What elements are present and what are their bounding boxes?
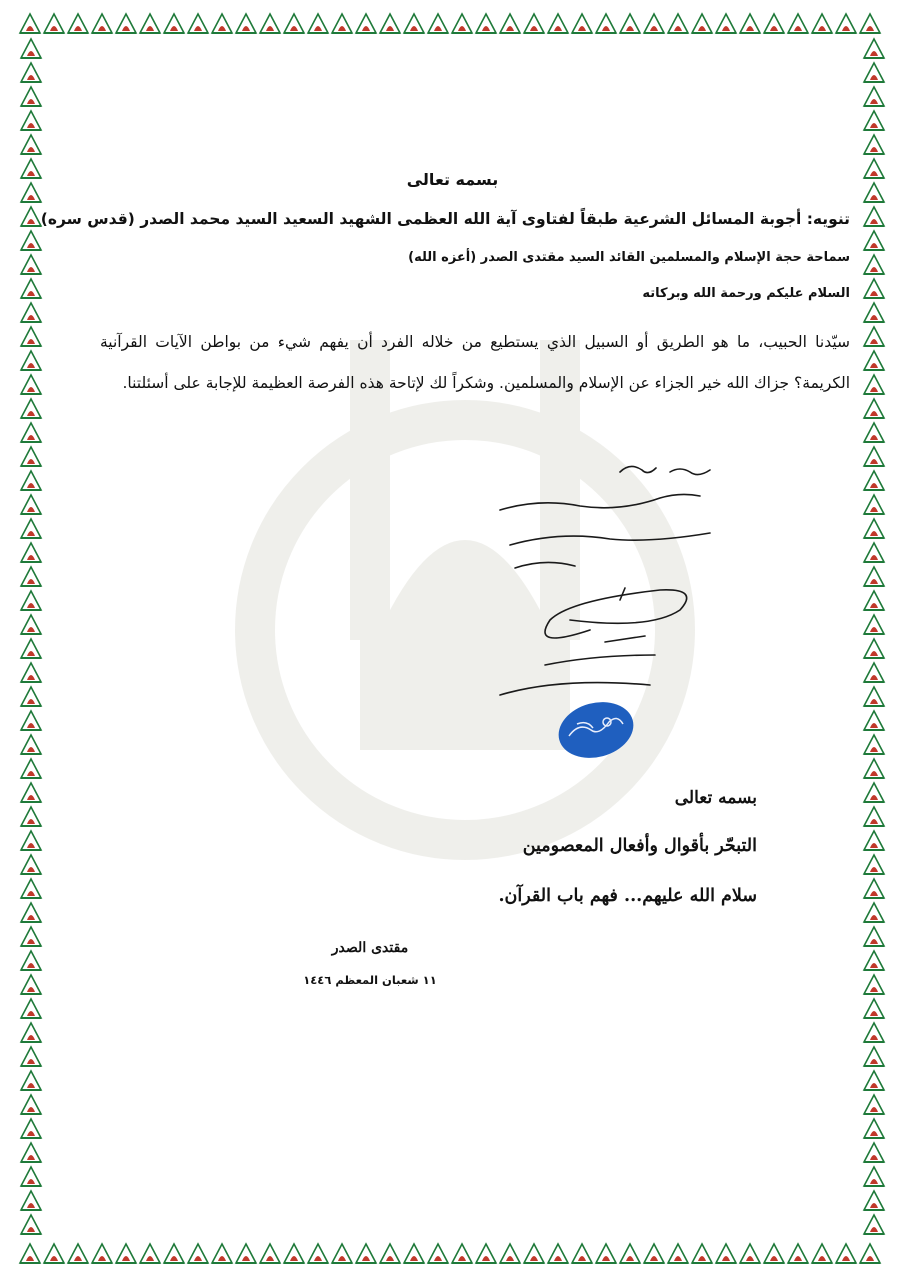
border-motif bbox=[21, 735, 41, 755]
border-motif bbox=[68, 14, 88, 34]
notice-heading: تنويه: أجوبة المسائل الشرعية طبقاً لفتاوى آية الله العظمى الشهيد السعيد السيد محمد الصدر (قدس سره) bbox=[40, 210, 850, 228]
border-motif bbox=[380, 1244, 400, 1264]
border-motif bbox=[452, 14, 472, 34]
border-motif bbox=[864, 495, 884, 515]
border-motif bbox=[864, 303, 884, 323]
border-motif bbox=[864, 975, 884, 995]
border-motif bbox=[284, 1244, 304, 1264]
border-motif bbox=[21, 903, 41, 923]
border-motif bbox=[21, 1023, 41, 1043]
border-motif bbox=[92, 1244, 112, 1264]
border-motif bbox=[864, 279, 884, 299]
border-motif bbox=[212, 1244, 232, 1264]
ornamental-border-bottom bbox=[18, 1240, 887, 1266]
border-motif bbox=[864, 543, 884, 563]
border-motif bbox=[812, 1244, 832, 1264]
border-motif bbox=[308, 14, 328, 34]
border-motif bbox=[864, 855, 884, 875]
border-motif bbox=[21, 231, 41, 251]
border-motif bbox=[21, 135, 41, 155]
handwritten-answer bbox=[440, 420, 740, 720]
border-motif bbox=[140, 14, 160, 34]
border-motif bbox=[21, 1095, 41, 1115]
border-motif bbox=[864, 327, 884, 347]
border-motif bbox=[380, 14, 400, 34]
border-motif bbox=[21, 183, 41, 203]
border-motif bbox=[308, 1244, 328, 1264]
border-motif bbox=[572, 14, 592, 34]
border-motif bbox=[864, 879, 884, 899]
border-motif bbox=[864, 999, 884, 1019]
border-motif bbox=[864, 1023, 884, 1043]
border-motif bbox=[864, 1071, 884, 1091]
border-motif bbox=[864, 1095, 884, 1115]
border-motif bbox=[452, 1244, 472, 1264]
border-motif bbox=[864, 447, 884, 467]
border-motif bbox=[140, 1244, 160, 1264]
border-motif bbox=[21, 1047, 41, 1067]
border-motif bbox=[21, 1215, 41, 1235]
border-motif bbox=[21, 207, 41, 227]
signature-name: مقتدى الصدر bbox=[331, 940, 409, 956]
border-motif bbox=[21, 879, 41, 899]
border-motif bbox=[716, 14, 736, 34]
border-motif bbox=[476, 14, 496, 34]
border-motif bbox=[864, 591, 884, 611]
border-motif bbox=[21, 615, 41, 635]
border-motif bbox=[260, 14, 280, 34]
ornamental-border-top bbox=[18, 10, 887, 36]
border-motif bbox=[21, 975, 41, 995]
border-motif bbox=[864, 255, 884, 275]
border-motif bbox=[21, 1167, 41, 1187]
border-motif bbox=[864, 783, 884, 803]
border-motif bbox=[864, 423, 884, 443]
border-motif bbox=[764, 14, 784, 34]
border-motif bbox=[864, 63, 884, 83]
border-motif bbox=[21, 1191, 41, 1211]
border-motif bbox=[44, 14, 64, 34]
border-motif bbox=[644, 14, 664, 34]
border-motif bbox=[864, 231, 884, 251]
border-motif bbox=[860, 14, 880, 34]
border-motif bbox=[692, 14, 712, 34]
border-motif bbox=[864, 711, 884, 731]
border-motif bbox=[260, 1244, 280, 1264]
border-motif bbox=[836, 14, 856, 34]
border-motif bbox=[21, 783, 41, 803]
border-motif bbox=[21, 159, 41, 179]
border-motif bbox=[788, 14, 808, 34]
border-motif bbox=[812, 14, 832, 34]
border-motif bbox=[21, 591, 41, 611]
border-motif bbox=[21, 927, 41, 947]
border-motif bbox=[21, 39, 41, 59]
border-motif bbox=[21, 471, 41, 491]
border-motif bbox=[332, 1244, 352, 1264]
border-motif bbox=[620, 1244, 640, 1264]
border-motif bbox=[21, 807, 41, 827]
signature-date: ١١ شعبان المعظم ١٤٤٦ bbox=[303, 973, 437, 987]
border-motif bbox=[864, 639, 884, 659]
seal-stamp bbox=[555, 700, 637, 760]
border-motif bbox=[332, 14, 352, 34]
border-motif bbox=[21, 543, 41, 563]
border-motif bbox=[404, 1244, 424, 1264]
border-motif bbox=[668, 14, 688, 34]
answer-basmala: بسمه تعالى bbox=[674, 788, 757, 808]
border-motif bbox=[864, 831, 884, 851]
border-motif bbox=[21, 855, 41, 875]
border-motif bbox=[548, 14, 568, 34]
border-motif bbox=[548, 1244, 568, 1264]
border-motif bbox=[20, 1244, 40, 1264]
border-motif bbox=[864, 1215, 884, 1235]
border-motif bbox=[864, 159, 884, 179]
border-motif bbox=[20, 14, 40, 34]
border-motif bbox=[428, 1244, 448, 1264]
border-motif bbox=[404, 14, 424, 34]
border-motif bbox=[92, 14, 112, 34]
border-motif bbox=[212, 14, 232, 34]
greeting-line: السلام عليكم ورحمة الله وبركاته bbox=[642, 286, 850, 301]
border-motif bbox=[864, 759, 884, 779]
border-motif bbox=[21, 759, 41, 779]
border-motif bbox=[864, 735, 884, 755]
border-motif bbox=[644, 1244, 664, 1264]
border-motif bbox=[500, 1244, 520, 1264]
ornamental-border-right bbox=[861, 36, 887, 1240]
border-motif bbox=[21, 111, 41, 131]
question-paragraph: سيّدنا الحبيب، ما هو الطريق أو السبيل الذي يستطيع من خلاله الفرد أن يفهم شيء من بواطن الآيات القرآنية الكريمة؟ جزاك الله خير الجزاء عن الإسلام والمسلمين. وشكراً لك لإتاحة هذه الفرصة العظيمة للإجابة على أسئلتنا. bbox=[100, 333, 850, 392]
border-motif bbox=[864, 111, 884, 131]
border-motif bbox=[864, 1167, 884, 1187]
border-motif bbox=[476, 1244, 496, 1264]
border-motif bbox=[864, 183, 884, 203]
border-motif bbox=[236, 14, 256, 34]
border-motif bbox=[21, 831, 41, 851]
border-motif bbox=[116, 14, 136, 34]
border-motif bbox=[21, 375, 41, 395]
border-motif bbox=[864, 519, 884, 539]
border-motif bbox=[21, 1143, 41, 1163]
border-motif bbox=[864, 1119, 884, 1139]
letter-basmala: بسمه تعالى bbox=[406, 170, 499, 189]
border-motif bbox=[864, 807, 884, 827]
border-motif bbox=[864, 615, 884, 635]
border-motif bbox=[864, 1143, 884, 1163]
border-motif bbox=[21, 423, 41, 443]
border-motif bbox=[860, 1244, 880, 1264]
border-motif bbox=[21, 519, 41, 539]
border-motif bbox=[188, 1244, 208, 1264]
border-motif bbox=[188, 14, 208, 34]
border-motif bbox=[21, 951, 41, 971]
border-motif bbox=[21, 303, 41, 323]
addressee-line: سماحة حجة الإسلام والمسلمين القائد السيد مقتدى الصدر (أعزه الله) bbox=[408, 250, 850, 265]
border-motif bbox=[864, 663, 884, 683]
border-motif bbox=[21, 87, 41, 107]
border-motif bbox=[864, 351, 884, 371]
border-motif bbox=[428, 14, 448, 34]
border-motif bbox=[21, 279, 41, 299]
answer-line-1: التبحّر بأقوال وأفعال المعصومين bbox=[522, 836, 757, 856]
border-motif bbox=[864, 903, 884, 923]
border-motif bbox=[620, 14, 640, 34]
border-motif bbox=[864, 1191, 884, 1211]
border-motif bbox=[236, 1244, 256, 1264]
border-motif bbox=[21, 399, 41, 419]
border-motif bbox=[864, 399, 884, 419]
border-motif bbox=[864, 687, 884, 707]
border-motif bbox=[44, 1244, 64, 1264]
border-motif bbox=[864, 471, 884, 491]
border-motif bbox=[21, 351, 41, 371]
border-motif bbox=[500, 14, 520, 34]
border-motif bbox=[68, 1244, 88, 1264]
border-motif bbox=[864, 39, 884, 59]
border-motif bbox=[21, 327, 41, 347]
border-motif bbox=[524, 14, 544, 34]
border-motif bbox=[284, 14, 304, 34]
border-motif bbox=[356, 14, 376, 34]
border-motif bbox=[864, 951, 884, 971]
border-motif bbox=[21, 1119, 41, 1139]
border-motif bbox=[21, 63, 41, 83]
border-motif bbox=[836, 1244, 856, 1264]
border-motif bbox=[116, 1244, 136, 1264]
border-motif bbox=[21, 639, 41, 659]
border-motif bbox=[716, 1244, 736, 1264]
border-motif bbox=[21, 711, 41, 731]
border-motif bbox=[164, 14, 184, 34]
border-motif bbox=[788, 1244, 808, 1264]
border-motif bbox=[596, 14, 616, 34]
border-motif bbox=[21, 999, 41, 1019]
border-motif bbox=[864, 375, 884, 395]
border-motif bbox=[740, 14, 760, 34]
border-motif bbox=[864, 87, 884, 107]
border-motif bbox=[21, 663, 41, 683]
border-motif bbox=[596, 1244, 616, 1264]
border-motif bbox=[668, 1244, 688, 1264]
border-motif bbox=[21, 495, 41, 515]
border-motif bbox=[864, 207, 884, 227]
border-motif bbox=[864, 927, 884, 947]
border-motif bbox=[21, 687, 41, 707]
border-motif bbox=[21, 1071, 41, 1091]
border-motif bbox=[524, 1244, 544, 1264]
border-motif bbox=[764, 1244, 784, 1264]
border-motif bbox=[864, 1047, 884, 1067]
border-motif bbox=[692, 1244, 712, 1264]
answer-line-2: سلام الله عليهم... فهم باب القرآن. bbox=[498, 886, 757, 906]
border-motif bbox=[21, 255, 41, 275]
border-motif bbox=[864, 135, 884, 155]
border-motif bbox=[740, 1244, 760, 1264]
border-motif bbox=[864, 567, 884, 587]
border-motif bbox=[356, 1244, 376, 1264]
border-motif bbox=[21, 447, 41, 467]
border-motif bbox=[21, 567, 41, 587]
border-motif bbox=[164, 1244, 184, 1264]
border-motif bbox=[572, 1244, 592, 1264]
